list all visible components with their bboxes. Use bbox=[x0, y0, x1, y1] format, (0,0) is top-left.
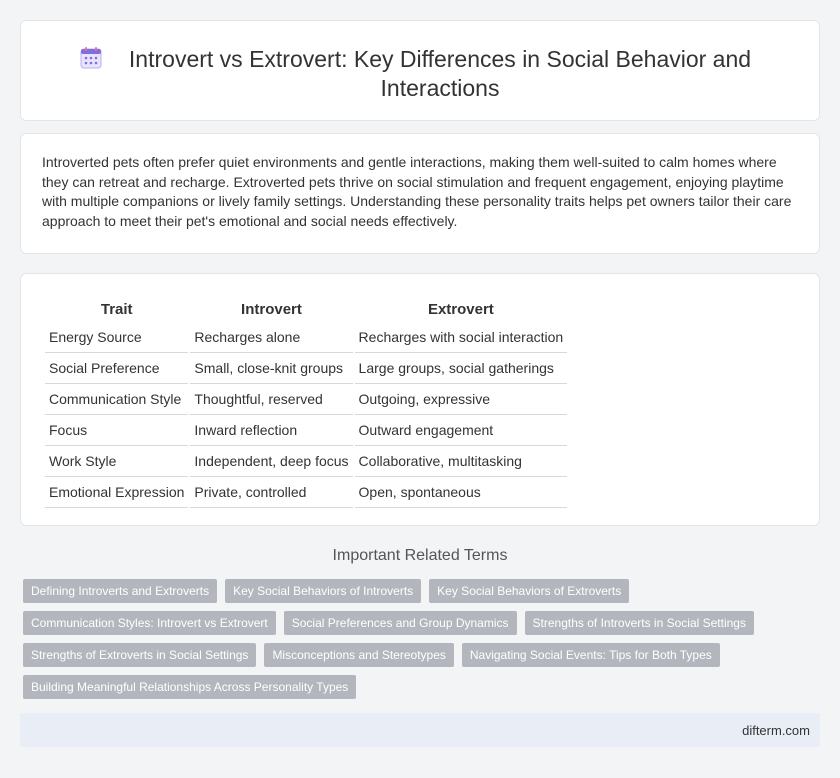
intro-card bbox=[20, 133, 820, 254]
related-term-tag[interactable]: Key Social Behaviors of Extroverts bbox=[429, 579, 629, 603]
column-header: Trait bbox=[100, 300, 133, 318]
column-header: Extrovert bbox=[427, 300, 494, 318]
intro-paragraph: Introverted pets often prefer quiet environments and gentle interactions, making them well-suited to calm homes where they can retreat and recharge. Extroverted pets thrive on social stimulation and frequent engagement, enjoying playtime with multiple companions or lively family settings. Understanding these personality traits helps pet owners tailor their care approach to meet their pet's emotional and social needs effectively. bbox=[42, 154, 792, 229]
related-term-tag[interactable]: Misconceptions and Stereotypes bbox=[264, 643, 453, 667]
table-row bbox=[45, 415, 567, 446]
table-cell: Emotional Expression bbox=[45, 477, 188, 508]
related-term-tag[interactable]: Building Meaningful Relationships Across Personality Types bbox=[23, 675, 356, 699]
column-header: Introvert bbox=[241, 300, 302, 318]
table-cell: Recharges with social interaction bbox=[355, 322, 568, 353]
related-term-tag[interactable]: Strengths of Introverts in Social Settings bbox=[525, 611, 754, 635]
table-cell: Private, controlled bbox=[190, 477, 352, 508]
table-cell: Work Style bbox=[45, 446, 188, 477]
related-term-tag[interactable]: Social Preferences and Group Dynamics bbox=[284, 611, 517, 635]
comparison-card bbox=[20, 273, 820, 526]
table-cell: Outward engagement bbox=[355, 415, 568, 446]
related-term-tag[interactable]: Defining Introverts and Extroverts bbox=[23, 579, 217, 603]
comparison-table bbox=[43, 296, 569, 508]
table-cell: Outgoing, expressive bbox=[355, 384, 568, 415]
table-cell: Independent, deep focus bbox=[190, 446, 352, 477]
table-cell: Large groups, social gatherings bbox=[355, 353, 568, 384]
title-card bbox=[20, 20, 820, 121]
footer bbox=[20, 713, 820, 747]
related-terms-heading: Important Related Terms bbox=[332, 547, 508, 564]
table-cell: Social Preference bbox=[45, 353, 188, 384]
related-term-tag[interactable]: Navigating Social Events: Tips for Both Types bbox=[462, 643, 720, 667]
related-term-tag[interactable]: Communication Styles: Introvert vs Extrovert bbox=[23, 611, 276, 635]
related-terms-list bbox=[23, 579, 803, 707]
table-cell: Energy Source bbox=[45, 322, 188, 353]
table-row bbox=[45, 353, 567, 384]
table-cell: Small, close-knit groups bbox=[190, 353, 352, 384]
table-row bbox=[45, 384, 567, 415]
table-cell: Collaborative, multitasking bbox=[355, 446, 568, 477]
table-cell: Focus bbox=[45, 415, 188, 446]
table-cell: Open, spontaneous bbox=[355, 477, 568, 508]
table-cell: Thoughtful, reserved bbox=[190, 384, 352, 415]
table-row bbox=[45, 477, 567, 508]
table-row bbox=[45, 446, 567, 477]
related-term-tag[interactable]: Key Social Behaviors of Introverts bbox=[225, 579, 421, 603]
table-row bbox=[45, 322, 567, 353]
page-title: Introvert vs Extrovert: Key Differences in Social Behavior and Interactions bbox=[128, 46, 752, 101]
footer-site-link[interactable]: difterm.com bbox=[742, 723, 810, 738]
table-cell: Inward reflection bbox=[190, 415, 352, 446]
table-cell: Recharges alone bbox=[190, 322, 352, 353]
table-cell: Communication Style bbox=[45, 384, 188, 415]
table-header-row bbox=[45, 296, 567, 322]
related-term-tag[interactable]: Strengths of Extroverts in Social Settings bbox=[23, 643, 256, 667]
